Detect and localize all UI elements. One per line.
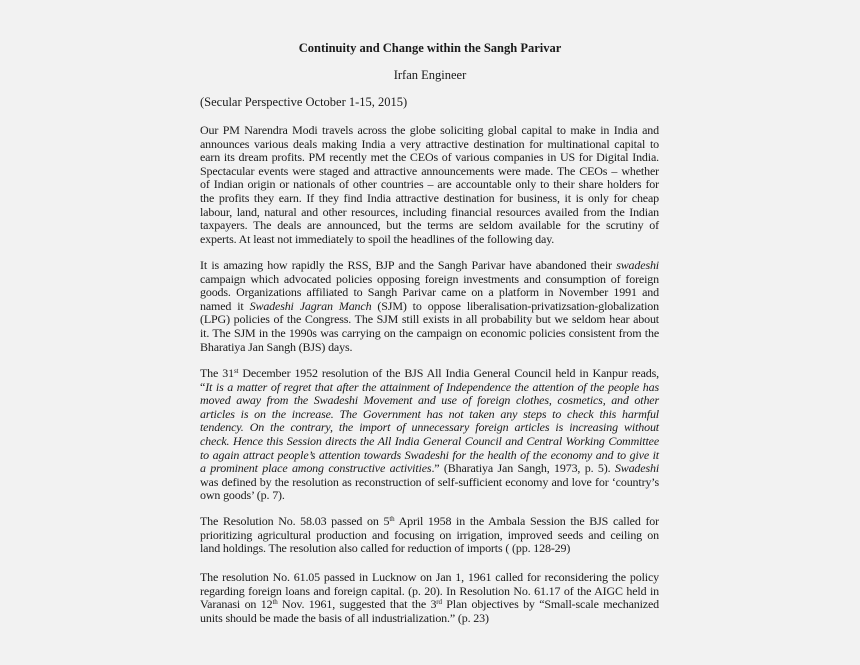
document-author: Irfan Engineer	[393, 68, 467, 82]
text-line	[200, 300, 659, 314]
text-line: the profits they earn. If they find India attractive destination for business, it is only for cheap	[200, 190, 659, 205]
italic-run: swadeshi	[616, 258, 659, 272]
text-line	[200, 449, 659, 463]
superscript: rd	[436, 598, 442, 607]
superscript: th	[389, 515, 395, 523]
text-line	[200, 598, 659, 612]
text-line: prioritizing agricultural production and focusing on irrigation, improved seeds and ceiling on	[200, 527, 659, 542]
paragraph-1	[200, 124, 659, 246]
paragraph-4	[200, 515, 659, 556]
text-line: labour, land, natural and other resources, including financial resources availed from the Indian	[200, 204, 659, 219]
text-line: earn its dream profits. PM recently met the CEOs of various companies in US for Digital India.	[200, 150, 659, 165]
text-run: Plan objectives by “Small-scale mechanized	[441, 597, 659, 612]
italic-run: moved away from the Swadeshi Movement and use of foreign clothes, cosmetics, and other	[200, 393, 659, 408]
superscript: th	[272, 598, 278, 607]
text-run: December 1952 resolution of the BJS All India General Council held in Kanpur reads,	[238, 366, 659, 380]
text-run: It is amazing how rapidly the RSS, BJP and the Sangh Parivar have abandoned their	[200, 258, 617, 272]
italic-run: tendency. On the contrary, the import of unnecessary foreign articles is increasing without	[200, 420, 659, 435]
text-line: it. The SJM in the 1990s was carrying on the campaign on economic policies consistent from the	[200, 325, 659, 340]
text-run: April 1958 in the Ambala Session the BJS called for	[394, 514, 659, 528]
text-line: goods. Organizations affiliated to Sangh Parivar came on a platform in November 1991 and	[200, 285, 659, 300]
text-line: own goods’ (p. 7).	[200, 488, 285, 503]
italic-run: Swadeshi Jagran Manch	[249, 298, 372, 313]
text-line	[200, 435, 659, 449]
text-run: Varanasi on 12	[200, 597, 273, 612]
text-line: experts. At least not immediately to spoil the headlines of the following day.	[200, 231, 555, 246]
document-title: Continuity and Change within the Sangh Parivar	[298, 41, 562, 55]
text-line: Bharatiya Jan Sangh (BJS) days.	[200, 339, 353, 354]
text-line: announces various deals making India a very attractive destination for multinational capital to	[200, 136, 659, 151]
italic-run: articles is on the increase. The Government has not taken any steps to check this harmful	[200, 406, 659, 421]
italic-run: Swadeshi	[614, 461, 660, 476]
text-line: campaign which advocated policies opposing foreign investments and consumption of foreign	[200, 271, 659, 286]
text-line	[200, 259, 659, 273]
text-run: “	[200, 379, 206, 394]
italic-run: a prominent place among constructive activities	[200, 461, 432, 476]
text-line	[200, 408, 659, 422]
text-line: of Indian origin or nationals of other countries – are accountable only to their share holders for	[200, 177, 659, 192]
text-line: The resolution No. 61.05 passed in Lucknow on Jan 1, 1961 called for reconsidering the policy	[200, 570, 659, 584]
text-line: land holdings. The resolution also called for reduction of imports ( (pp. 128-29)	[200, 541, 571, 556]
text-line	[200, 394, 659, 408]
text-line: Spectacular events were staged and attractive announcements were made. The CEOs – whether	[200, 163, 659, 178]
text-run: The Resolution No. 58.03 passed on 5	[200, 514, 390, 528]
superscript: st	[233, 367, 239, 375]
italic-run: to again attract people’s attention towards Swadeshi for the health of the economy and to give it	[200, 447, 659, 462]
text-line: units should be made the basis of all industrialization.” (p. 23)	[200, 610, 489, 625]
paragraph-5	[200, 571, 659, 625]
italic-run: check. Hence this Session directs the All India General Council and Central Working Committee	[200, 433, 659, 448]
text-line: taxpayers. The deals are announced, but the terms are seldom available for the scrutiny of	[200, 218, 659, 233]
italic-run: It is a matter of regret that after the attainment of Independence the attention of the people has	[205, 379, 659, 394]
paragraph-2	[200, 259, 659, 354]
text-run: .” (Bharatiya Jan Sangh, 1973, p. 5).	[431, 461, 615, 476]
text-line: (LPG) policies of the Congress. The SJM still exists in all probability but we seldom hear about	[200, 312, 659, 327]
text-run: (SJM) to oppose liberalisation-privatizsation-globalization	[371, 298, 659, 313]
text-run: The 31	[200, 366, 234, 380]
paragraph-3	[200, 367, 659, 503]
text-line	[200, 515, 659, 529]
text-line	[200, 381, 659, 395]
text-line: Our PM Narendra Modi travels across the globe soliciting global capital to make in India and	[200, 123, 659, 137]
text-run: Nov. 1961, suggested that the 3	[277, 597, 437, 612]
text-line	[200, 367, 659, 381]
text-line: regarding foreign loans and foreign capital. (p. 20). In Resolution No. 61.17 of the AIGC held in	[200, 583, 659, 598]
text-line	[200, 421, 659, 435]
text-run: named it	[200, 298, 250, 313]
document-dateline: (Secular Perspective October 1-15, 2015)	[200, 95, 408, 109]
text-line	[200, 462, 659, 476]
text-line: was defined by the resolution as reconstruction of self-sufficient economy and love for ‘country’s	[200, 474, 659, 489]
